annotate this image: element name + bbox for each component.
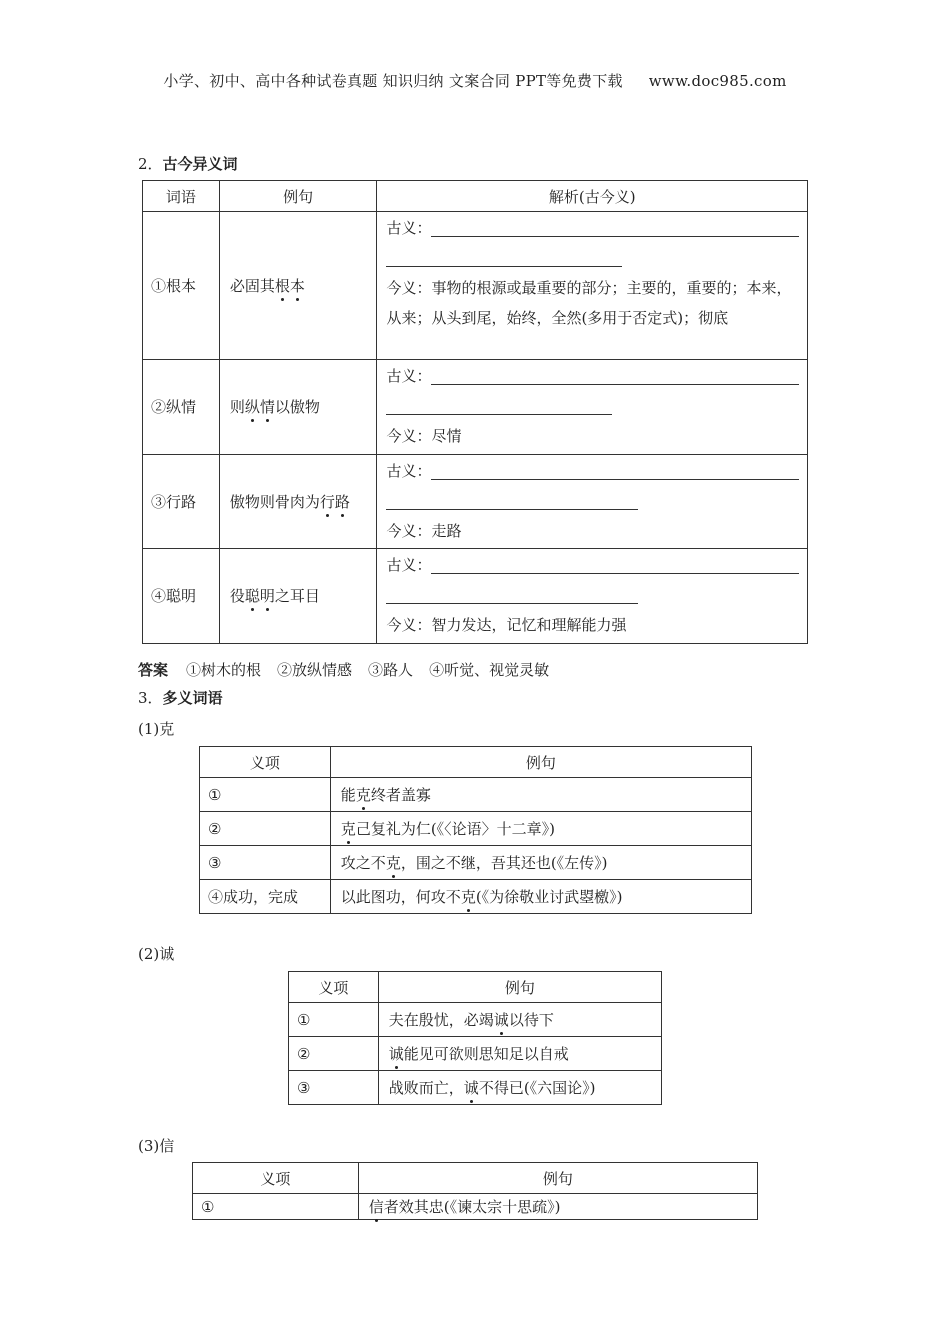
header-cell: 解析(古今义) (377, 181, 808, 212)
answer-blank[interactable] (431, 362, 799, 385)
answer-blank[interactable] (431, 457, 799, 480)
item-cell: ② (200, 812, 331, 846)
gu-label: 古义： (386, 367, 432, 385)
table-row (289, 1071, 662, 1105)
header-cell: 例句 (330, 747, 751, 778)
table-row (193, 1194, 758, 1220)
example-cell: 必固其根本 (219, 212, 377, 360)
table-row (200, 880, 752, 914)
item-cell: ④成功，完成 (200, 880, 331, 914)
table-row (143, 212, 808, 360)
answer-label: 答案 (138, 661, 169, 679)
word-cell: ①根本 (143, 212, 220, 360)
analysis-cell (377, 454, 808, 549)
example-cell: 克己复礼为仁(《〈论语〉十二章》) (330, 812, 751, 846)
header-text: 小学、初中、高中各种试卷真题 知识归纳 文案合同 PPT等免费下载 (163, 72, 623, 90)
header-cell: 例句 (219, 181, 377, 212)
answer-blank[interactable] (431, 551, 799, 574)
section-title: 多义词语 (162, 689, 223, 707)
table-row (143, 454, 808, 549)
page-header (0, 70, 950, 91)
table-row (200, 778, 752, 812)
answer-blank[interactable] (431, 214, 799, 237)
table-cheng (288, 971, 662, 1105)
answer-item: ④听觉、视觉灵敏 (429, 661, 550, 679)
table-row (143, 360, 808, 455)
section-2-title (138, 153, 238, 174)
item-cell: ① (193, 1194, 359, 1220)
header-cell: 义项 (200, 747, 331, 778)
answer-item: ②放纵情感 (277, 661, 353, 679)
gu-label: 古义： (386, 461, 432, 480)
analysis-cell (377, 549, 808, 644)
subsection-xin-title: (3)信 (138, 1137, 175, 1155)
item-cell: ① (289, 1003, 379, 1037)
jin-text: 今义：走路 (386, 521, 462, 540)
table-gujin (142, 180, 808, 644)
item-cell: ① (200, 778, 331, 812)
analysis-cell (377, 360, 808, 455)
table-row (143, 549, 808, 644)
answer-item: ①树木的根 (186, 661, 262, 679)
table-row (289, 1037, 662, 1071)
jin-text: 今义：智力发达，记忆和理解能力强 (386, 616, 627, 634)
example-cell: 则纵情以傲物 (219, 360, 377, 455)
word-cell: ④聪明 (143, 549, 220, 644)
example-cell: 以此图功，何攻不克(《为徐敬业讨武曌檄》) (330, 880, 751, 914)
jin-text: 今义：尽情 (386, 427, 462, 445)
answer-blank[interactable] (386, 581, 638, 604)
header-cell: 例句 (378, 972, 661, 1003)
item-cell: ② (289, 1037, 379, 1071)
answer-blank[interactable] (386, 244, 622, 267)
table-header-row (143, 181, 808, 212)
jin-text: 今义：事物的根源或最重要的部分；主要的，重要的；本来，从来；从头到尾，始终，全然(多用于否定式)；彻底 (386, 279, 792, 327)
example-cell: 攻之不克，围之不继，吾其还也(《左传》) (330, 846, 751, 880)
table-header-row (193, 1163, 758, 1194)
section-number: 2． (138, 155, 163, 173)
example-cell: 傲物则骨肉为行路 (219, 454, 377, 549)
example-cell: 夫在殷忧，必竭诚以待下 (378, 1003, 661, 1037)
subsection-cheng-title: (2)诚 (138, 945, 175, 963)
table-row (200, 846, 752, 880)
section-3-title (138, 687, 223, 708)
header-cell: 义项 (289, 972, 379, 1003)
header-cell: 例句 (358, 1163, 757, 1194)
header-cell: 词语 (143, 181, 220, 212)
item-cell: ③ (289, 1071, 379, 1105)
answer-blank[interactable] (386, 392, 612, 415)
subsection-ke-title: (1)克 (138, 720, 175, 738)
table-xin (192, 1162, 758, 1220)
word-cell: ③行路 (143, 454, 220, 549)
answer-item: ③路人 (368, 661, 414, 679)
table-ke (199, 746, 752, 914)
example-cell: 信者效其忠(《谏太宗十思疏》) (358, 1194, 757, 1220)
example-cell: 战败而亡，诚不得已(《六国论》) (378, 1071, 661, 1105)
gu-label: 古义： (386, 219, 432, 237)
table-row (200, 812, 752, 846)
example-cell: 能克终者盖寡 (330, 778, 751, 812)
header-site: www.doc985.com (648, 72, 787, 90)
item-cell: ③ (200, 846, 331, 880)
answer-line (138, 659, 549, 680)
analysis-cell (377, 212, 808, 360)
example-cell: 役聪明之耳目 (219, 549, 377, 644)
header-cell: 义项 (193, 1163, 359, 1194)
table-header-row (289, 972, 662, 1003)
answer-blank[interactable] (386, 487, 638, 510)
example-cell: 诚能见可欲则思知足以自戒 (378, 1037, 661, 1071)
section-title: 古今异义词 (162, 155, 238, 173)
table-row (289, 1003, 662, 1037)
word-cell: ②纵情 (143, 360, 220, 455)
gu-label: 古义： (386, 556, 432, 574)
table-header-row (200, 747, 752, 778)
section-number: 3． (138, 689, 163, 707)
